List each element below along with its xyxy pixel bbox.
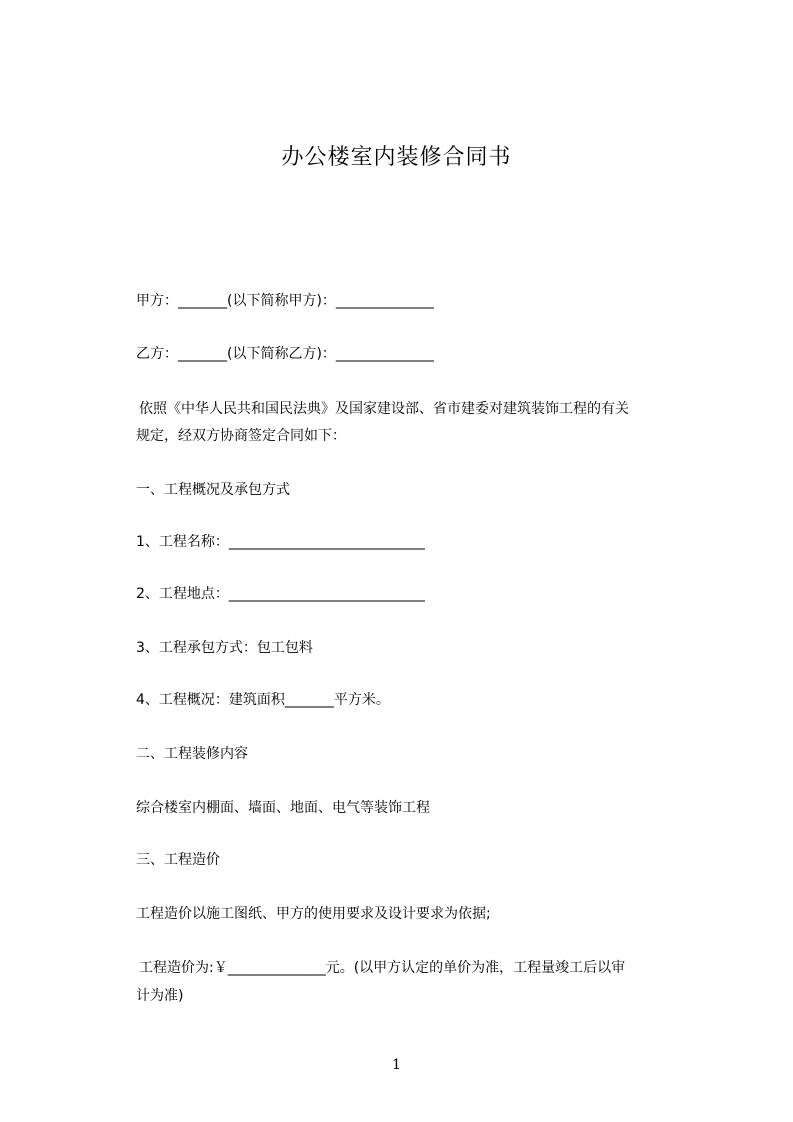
- preamble-line-2: 规定，经双方协商签定合同如下：: [136, 428, 346, 444]
- section-2-body: 综合楼室内棚面、墙面、地面、电气等装饰工程: [136, 800, 430, 816]
- document-title: 办公楼室内装修合同书: [281, 145, 512, 170]
- page-number: 1: [392, 1057, 401, 1073]
- item-3-contract-method: 3、工程承包方式：包工包料: [136, 640, 313, 656]
- item-1-project-name: 1、工程名称：____________________________: [136, 534, 425, 550]
- party-b-line: 乙方：_______(以下简称乙方)：______________: [136, 346, 434, 362]
- price-line-2: 计为准): [136, 988, 184, 1004]
- item-4-project-overview: 4、工程概况：建筑面积_______平方米。: [136, 692, 390, 708]
- section-3-heading: 三、工程造价: [136, 852, 220, 868]
- section-3-body: 工程造价以施工图纸、甲方的使用要求及设计要求为依据;: [136, 906, 491, 922]
- section-1-heading: 一、工程概况及承包方式: [136, 482, 290, 498]
- section-2-heading: 二、工程装修内容: [136, 746, 248, 762]
- preamble-line-1: 依照《中华人民共和国民法典》及国家建设部、省市建委对建筑装饰工程的有关: [139, 401, 629, 417]
- party-a-line: 甲方：_______(以下简称甲方)：______________: [136, 293, 434, 309]
- item-2-project-location: 2、工程地点：____________________________: [136, 586, 425, 602]
- price-line-1: 工程造价为:￥______________元。(以甲方认定的单价为准，工程量竣工后以审: [139, 960, 626, 976]
